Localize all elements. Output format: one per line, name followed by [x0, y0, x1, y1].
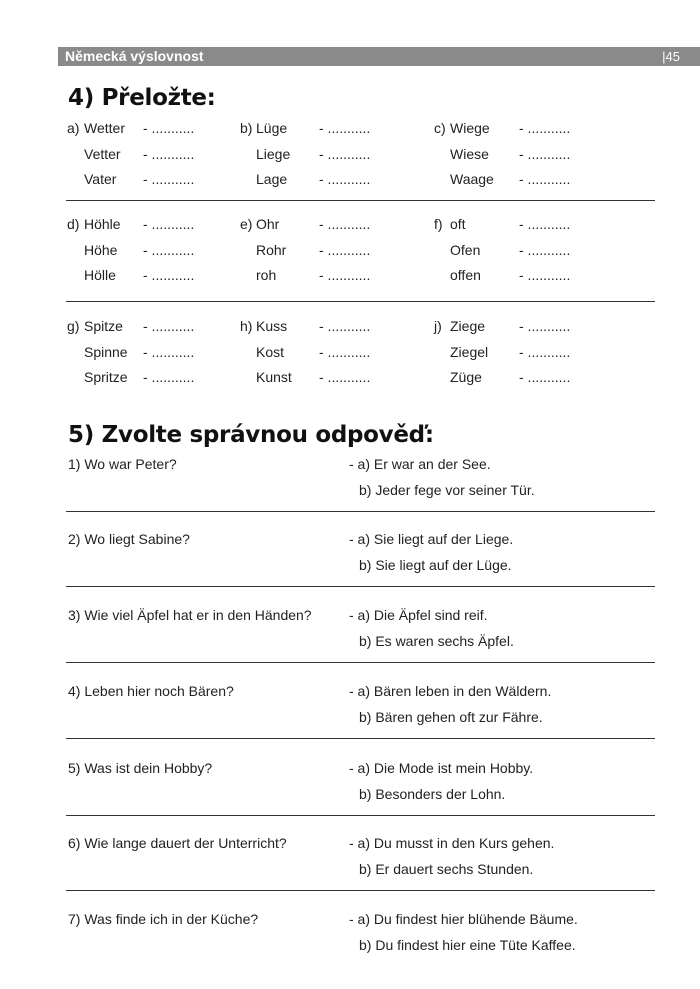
answer-blank: - ........... — [143, 369, 195, 385]
item-label: f) — [434, 216, 443, 232]
item-label: b) — [240, 120, 253, 136]
vocab-word: Ziegel — [450, 343, 489, 360]
divider — [66, 890, 655, 891]
question: 2) Wo liegt Sabine? — [68, 531, 190, 547]
question: 1) Wo war Peter? — [68, 456, 177, 472]
answer-blank: - ........... — [319, 171, 371, 187]
vocab-word: Vater — [84, 171, 117, 187]
question: 4) Leben hier noch Bären? — [68, 683, 234, 699]
answer-blank: - ........... — [519, 120, 571, 136]
vocab-word: roh — [256, 267, 277, 283]
divider — [66, 511, 655, 512]
page-header — [58, 47, 700, 66]
vocab-word: Waage — [450, 171, 494, 187]
answer-blank: - ........... — [519, 369, 571, 385]
item-label: c) — [434, 120, 446, 136]
divider — [66, 301, 655, 302]
answer-blank: - ........... — [519, 171, 571, 187]
answer-blank: - ........... — [319, 318, 371, 334]
answer-option-a: - a) Sie liegt auf der Liege. — [349, 531, 514, 547]
answer-option-b: b) Jeder fege vor seiner Tür. — [359, 482, 535, 498]
answer-option-a: - a) Er war an der See. — [349, 456, 491, 472]
answer-option-a: - a) Bären leben in den Wäldern. — [349, 683, 552, 699]
vocab-word: Vetter — [84, 145, 121, 162]
answer-blank: - ........... — [519, 343, 571, 360]
item-label: j) — [434, 318, 442, 334]
answer-blank: - ........... — [143, 343, 195, 360]
answer-blank: - ........... — [319, 369, 371, 385]
answer-option-a: - a) Die Mode ist mein Hobby. — [349, 760, 534, 776]
answer-blank: - ........... — [319, 343, 371, 360]
page-number: |45 — [662, 49, 680, 64]
answer-blank: - ........... — [519, 267, 571, 283]
vocab-word: Rohr — [256, 241, 287, 258]
vocab-word: Liege — [256, 145, 291, 162]
answer-blank: - ........... — [143, 145, 195, 162]
answer-blank: - ........... — [519, 145, 571, 162]
answer-option-b: b) Besonders der Lohn. — [359, 786, 506, 802]
answer-option-b: b) Du findest hier eine Tüte Kaffee. — [359, 937, 576, 953]
item-label: a) — [67, 120, 80, 136]
question: 3) Wie viel Äpfel hat er in den Händen? — [68, 607, 312, 623]
vocab-word: Lüge — [256, 120, 288, 136]
section5-heading: 5) Zvolte správnou odpověď: — [68, 422, 434, 448]
vocab-word: Hölle — [84, 267, 116, 283]
answer-blank: - ........... — [319, 145, 371, 162]
answer-option-b: b) Sie liegt auf der Lüge. — [359, 557, 512, 573]
divider — [66, 738, 655, 739]
answer-option-b: b) Es waren sechs Äpfel. — [359, 633, 514, 649]
answer-blank: - ........... — [319, 267, 371, 283]
answer-blank: - ........... — [519, 318, 571, 334]
vocab-word: Wiese — [450, 145, 489, 162]
vocab-word: Höhle — [84, 216, 121, 232]
question: 6) Wie lange dauert der Unterricht? — [68, 835, 287, 851]
question: 7) Was finde ich in der Küche? — [68, 911, 259, 927]
vocab-word: Höhe — [84, 241, 118, 258]
vocab-word: Kost — [256, 343, 285, 360]
answer-option-b: b) Er dauert sechs Stunden. — [359, 861, 534, 877]
answer-blank: - ........... — [143, 241, 195, 258]
answer-blank: - ........... — [319, 241, 371, 258]
divider — [66, 662, 655, 663]
vocab-word: Wiege — [450, 120, 490, 136]
section4-heading: 4) Přeložte: — [68, 85, 216, 111]
vocab-word: Lage — [256, 171, 288, 187]
question: 5) Was ist dein Hobby? — [68, 760, 213, 776]
answer-blank: - ........... — [143, 267, 195, 283]
vocab-word: Ohr — [256, 216, 280, 232]
vocab-word: Kuss — [256, 318, 288, 334]
answer-option-b: b) Bären gehen oft zur Fähre. — [359, 709, 543, 725]
vocab-word: Wetter — [84, 120, 125, 136]
answer-blank: - ........... — [519, 216, 571, 232]
item-label: h) — [240, 318, 253, 334]
answer-blank: - ........... — [319, 216, 371, 232]
answer-blank: - ........... — [319, 120, 371, 136]
header-title: Německá výslovnost — [65, 48, 204, 64]
answer-blank: - ........... — [519, 241, 571, 258]
divider — [66, 200, 655, 201]
vocab-word: Kunst — [256, 369, 292, 385]
item-label: g) — [67, 318, 80, 334]
vocab-word: Spitze — [84, 318, 123, 334]
answer-blank: - ........... — [143, 171, 195, 187]
divider — [66, 815, 655, 816]
item-label: d) — [67, 216, 80, 232]
answer-blank: - ........... — [143, 318, 195, 334]
vocab-word: Spinne — [84, 343, 128, 360]
answer-option-a: - a) Die Äpfel sind reif. — [349, 607, 488, 623]
vocab-word: Ofen — [450, 241, 481, 258]
answer-blank: - ........... — [143, 216, 195, 232]
item-label: e) — [240, 216, 253, 232]
vocab-word: oft — [450, 216, 466, 232]
vocab-word: Ziege — [450, 318, 486, 334]
vocab-word: offen — [450, 267, 481, 283]
vocab-word: Spritze — [84, 369, 128, 385]
answer-option-a: - a) Du musst in den Kurs gehen. — [349, 835, 555, 851]
answer-option-a: - a) Du findest hier blühende Bäume. — [349, 911, 578, 927]
answer-blank: - ........... — [143, 120, 195, 136]
divider — [66, 586, 655, 587]
vocab-word: Züge — [450, 369, 482, 385]
